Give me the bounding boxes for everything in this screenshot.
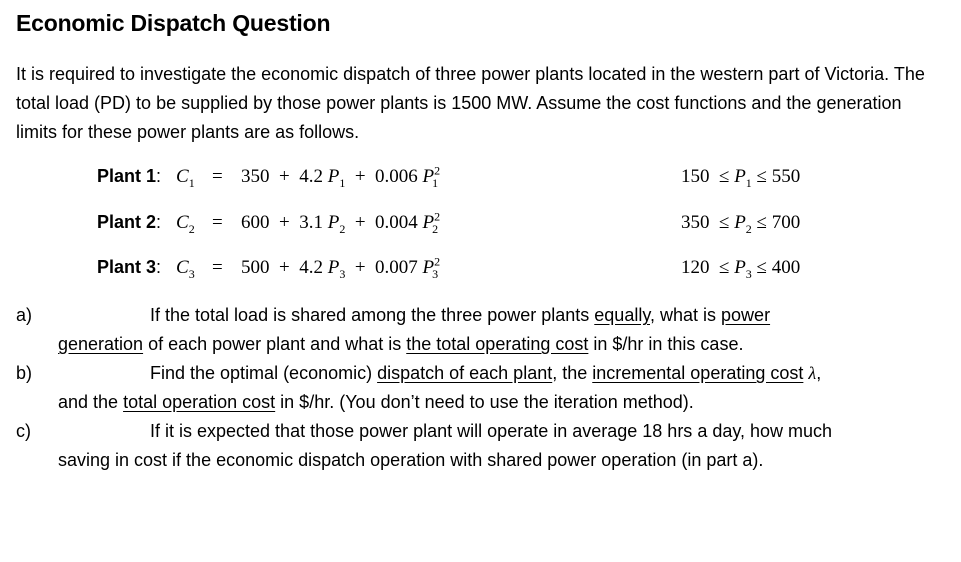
question-letter: a) xyxy=(16,305,33,325)
question-text-line2: saving in cost if the economic dispatch operation with shared power operation (in part a). xyxy=(58,450,764,470)
plant-row xyxy=(0,209,961,242)
question-c xyxy=(16,417,946,475)
question-text-line1: If the total load is shared among the three power plants equally, what is power xyxy=(150,305,771,325)
question-a xyxy=(16,301,946,359)
cost-variable: $C_2$ xyxy=(176,212,195,236)
question-letter: c) xyxy=(16,421,31,441)
plant-label: Plant 2: xyxy=(97,212,162,232)
question-text-line2: and the total operation cost in $/hr. (You don’t need to use the iteration method). xyxy=(58,392,694,412)
intro-paragraph: It is required to investigate the economic dispatch of three power plants located in the western part of Victoria. The total load (PD) to be supplied by those power plants is 1500 MW. Assume the cost functions and the generation limits for these power plants are as follows. xyxy=(16,64,925,142)
equals-sign: = xyxy=(212,257,223,278)
page-title: Economic Dispatch Question xyxy=(16,10,331,36)
equals-sign: = xyxy=(212,212,223,233)
cost-function: 600 + 3.1 $P_2 + 0.004$ $P^2_2$ xyxy=(241,209,441,236)
question-text-line2: generation of each power plant and what is the total operating cost in $/hr in this case. xyxy=(58,334,744,354)
plant-row xyxy=(0,254,961,287)
generation-limit: $150 \le P_1 \le 550$ xyxy=(681,166,801,190)
cost-function: 350 + 4.2 $P_1 + 0.006$ $P^2_1$ xyxy=(241,163,441,190)
plant-row xyxy=(0,163,961,196)
generation-limit: $120 \le P_3 \le 400$ xyxy=(681,257,801,281)
question-text-line1: If it is expected that those power plant will operate in average 18 hrs a day, how much xyxy=(150,421,833,441)
plant-label: Plant 1: xyxy=(97,166,162,186)
cost-function: 500 + 4.2 $P_3 + 0.007$ $P^2_3$ xyxy=(241,254,441,281)
equals-sign: = xyxy=(212,166,223,187)
cost-variable: $C_1$ xyxy=(176,166,195,190)
question-letter: b) xyxy=(16,363,33,383)
cost-variable: $C_3$ xyxy=(176,257,195,281)
plant-label: Plant 3: xyxy=(97,257,162,277)
generation-limit: $350 \le P_2 \le 700$ xyxy=(681,212,801,236)
question-text-line1: Find the optimal (economic) dispatch of each plant, the incremental operating cost λ, xyxy=(150,363,822,383)
question-b xyxy=(16,359,946,417)
